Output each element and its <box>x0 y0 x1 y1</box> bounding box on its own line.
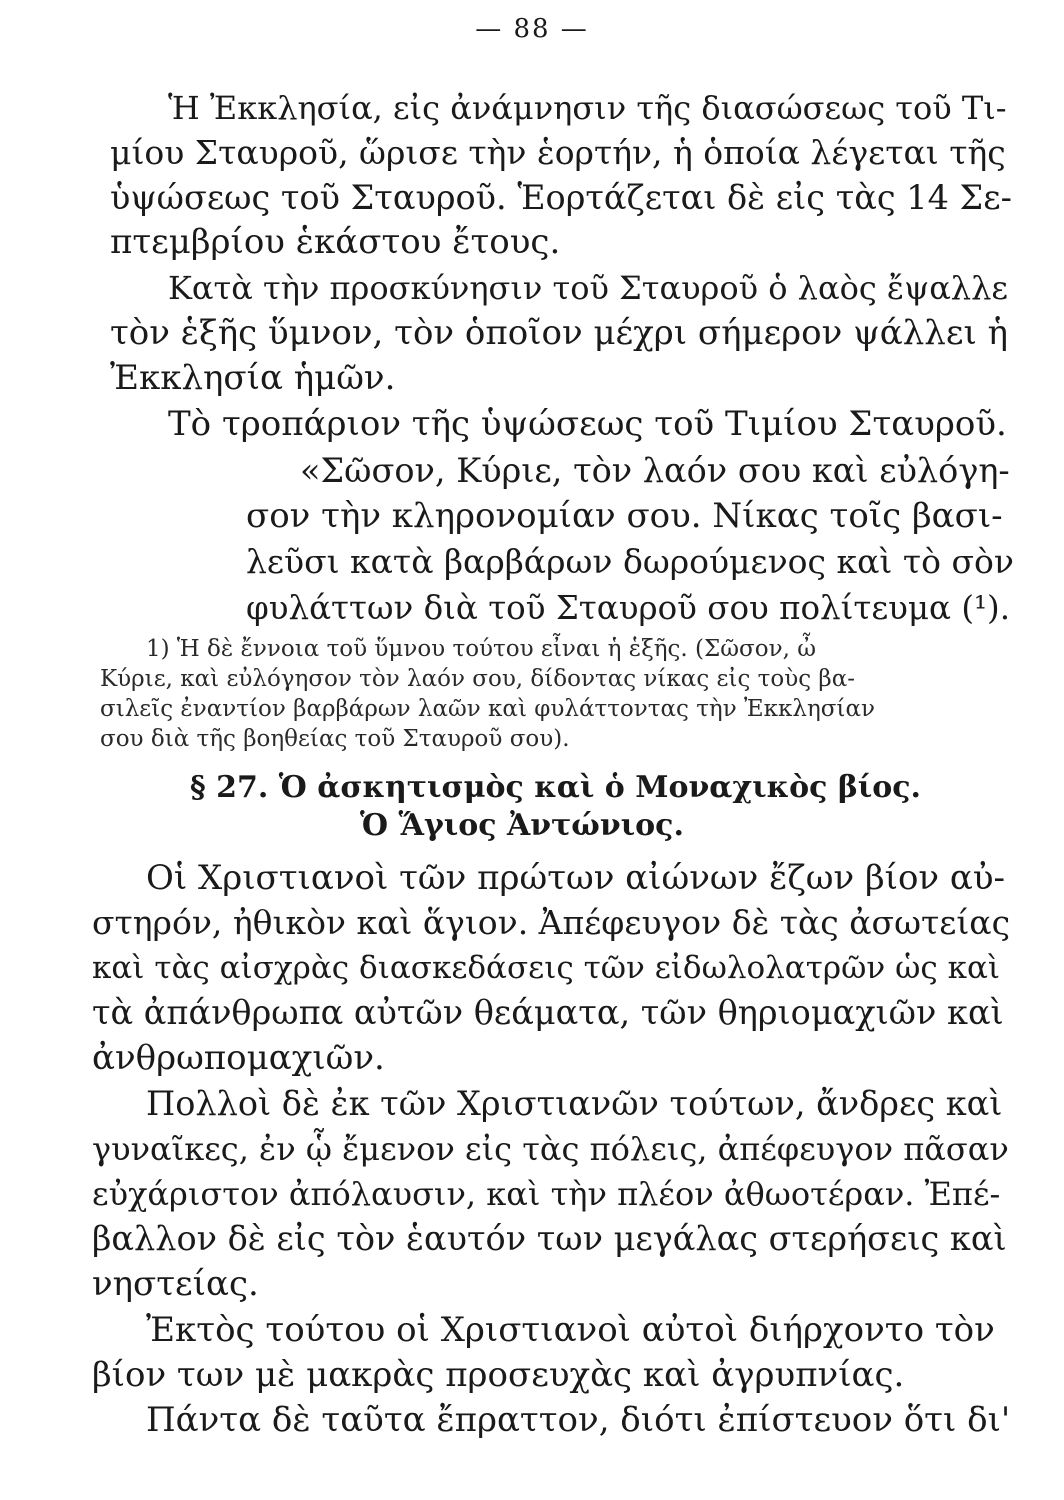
text-line: νηστείας. <box>92 1264 259 1304</box>
text-line: ὑψώσεως τοῦ Σταυροῦ. Ἑορτάζεται δὲ εἰς τὰς 14 Σε- <box>110 178 1012 217</box>
text-line: λεῦσι κατὰ βαρβάρων δωρούμενος καὶ τὸ σὸν <box>246 542 1014 581</box>
text-line: στηρόν, ἠθικὸν καὶ ἅγιον. Ἀπέφευγον δὲ τὰς ἀσωτείας <box>92 903 1011 942</box>
text-line: Ἐκκλησία ἡμῶν. <box>110 358 396 398</box>
text-line: «Σῶσον, Κύριε, τὸν λαόν σου καὶ εὐλόγη- <box>300 451 1010 490</box>
footnote-line: σου διὰ τῆς βοηθείας τοῦ Σταυροῦ σου). <box>100 726 570 752</box>
text-line: τὰ ἀπάνθρωπα αὐτῶν θεάματα, τῶν θηριομαχιῶν καὶ <box>92 993 1004 1032</box>
text-line: σον τὴν κληρονομίαν σου. Νίκας τοῖς βασι- <box>246 496 1003 536</box>
text-line: τὸν ἑξῆς ὕμνον, τὸν ὁποῖον μέχρι σήμερον ψάλλει ἡ <box>110 313 1008 353</box>
page-number: — 88 — <box>475 14 589 44</box>
footnote-line: σιλεῖς ἐναντίον βαρβάρων λαῶν καὶ φυλάττοντας τὴν Ἐκκλησίαν <box>100 696 875 722</box>
text-line: Πάντα δὲ ταῦτα ἔπραττον, διότι ἐπίστευον ὅτι δι' <box>146 1400 1011 1440</box>
text-line: πτεμβρίου ἑκάστου ἔτους. <box>110 222 561 262</box>
text-line: μίου Σταυροῦ, ὥρισε τὴν ἑορτήν, ἡ ὁποία λέγεται τῆς <box>110 133 1006 172</box>
text-line: καὶ τὰς αἰσχρὰς διασκεδάσεις τῶν εἰδωλολατρῶν ὡς καὶ <box>92 950 1001 986</box>
text-line: γυναῖκες, ἐν ᾧ ἔμενον εἰς τὰς πόλεις, ἀπέφευγον πᾶσαν <box>92 1130 1009 1168</box>
text-line: Πολλοὶ δὲ ἐκ τῶν Χριστιανῶν τούτων, ἄνδρες καὶ <box>146 1084 1003 1123</box>
text-line: ἀνθρωπομαχιῶν. <box>92 1038 385 1078</box>
text-line: Ἡ Ἐκκλησία, εἰς ἀνάμνησιν τῆς διασώσεως τοῦ Τι- <box>168 89 1007 127</box>
text-line: εὐχάριστον ἀπόλαυσιν, καὶ τὴν πλέον ἀθωοτέραν. Ἐπέ- <box>92 1175 1001 1213</box>
text-line: Τὸ τροπάριον τῆς ὑψώσεως τοῦ Τιμίου Σταυροῦ. <box>168 404 1007 444</box>
text-line: βίον των μὲ μακρὰς προσευχὰς καὶ ἀγρυπνίας. <box>92 1355 905 1395</box>
footnote-line: Κύριε, καὶ εὐλόγησον τὸν λαόν σου, δίδοντας νίκας εἰς τοὺς βα- <box>100 666 855 692</box>
section-subtitle: Ὁ Ἅγιος Ἀντώνιος. <box>360 808 684 843</box>
text-line: Ἐκτὸς τούτου οἱ Χριστιανοὶ αὐτοὶ διήρχοντο τὸν <box>146 1310 995 1350</box>
footnote-line: 1) Ἡ δὲ ἔννοια τοῦ ὕμνου τούτου εἶναι ἡ ἑξῆς. (Σῶσον, ὦ <box>146 636 816 662</box>
text-line: Οἱ Χριστιανοὶ τῶν πρώτων αἰώνων ἔζων βίον αὐ- <box>146 858 1006 898</box>
section-title: § 27. Ὁ ἀσκητισμὸς καὶ ὁ Μοναχικὸς βίος. <box>190 770 921 805</box>
text-line: φυλάττων διὰ τοῦ Σταυροῦ σου πολίτευμα (¹). <box>246 589 1011 627</box>
text-line: Κατὰ τὴν προσκύνησιν τοῦ Σταυροῦ ὁ λαὸς ἔψαλλε <box>168 269 1008 307</box>
text-line: βαλλον δὲ εἰς τὸν ἑαυτόν των μεγάλας στερήσεις καὶ <box>92 1219 1007 1258</box>
